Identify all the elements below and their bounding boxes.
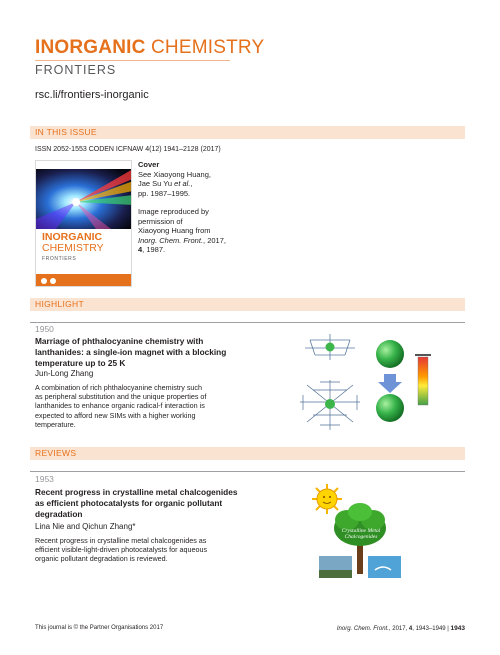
review-authors: Lina Nie and Qichun Zhang* [35,522,136,531]
section-highlight [30,298,465,311]
footer-citation: Inorg. Chem. Front., 2017, 4, 1943–1949 | 1943 [336,625,465,632]
sun-icon [312,484,342,514]
section-divider [30,322,465,323]
cover-title-line1: INORGANIC [42,231,103,243]
cover-logo-icon [41,278,47,284]
journal-masthead [35,38,264,58]
journal-title-rest: CHEMISTRY [145,37,265,58]
review-title[interactable]: Recent progress in crystalline metal chalcogenides as efficient photocatalysts for organic pollutant degradation [35,487,238,519]
cover-thumbnail[interactable] [35,160,132,287]
highlight-graphical-abstract [295,330,465,445]
journal-url[interactable]: rsc.li/frontiers-inorganic [35,89,149,101]
cover-credit: 4, 1987. [138,245,166,254]
cover-logo-icon [50,278,56,284]
journal-title-bold: INORGANIC [35,37,146,58]
cover-caption [138,160,243,255]
footer-page-number: 1943 [450,625,465,632]
cover-artwork [36,169,132,229]
section-label: IN THIS ISSUE [35,127,97,137]
review-abstract: Recent progress in crystalline metal chalcogenides as efficient visible-light-driven photocatalysts for aqueous organic pollutant degradation is reviewed. [35,536,208,564]
issn-line: ISSN 2052-1553 CODEN ICFNAW 4(12) 1941–2128 (2017) [35,146,221,153]
journal-title-rule [35,60,230,61]
cover-line: pp. 1987–1995. [138,188,191,198]
cover-credit: Image reproduced by [138,207,209,216]
section-reviews [30,447,465,460]
cover-heading: Cover [138,160,160,169]
cover-credit: permission of [138,216,183,226]
highlight-page-number[interactable]: 1950 [35,324,54,334]
cover-credit: Xiaoyong Huang from [138,226,211,235]
cover-line: Jae Su Yu et al., [138,179,193,188]
highlight-title[interactable]: Marriage of phthalocyanine chemistry with lanthanides: a single-ion magnet with a blocking temperature up to 25 K [35,336,227,368]
cover-line: See Xiaoyong Huang, [138,169,211,179]
figure-label: Crystalline Metal Chalcogenides [341,528,381,540]
review-graphical-abstract [305,484,415,584]
journal-title [35,38,264,58]
highlight-authors: Jun-Long Zhang [35,369,94,378]
journal-subtitle: FRONTIERS [35,63,117,77]
sphere-bottom-icon [376,394,404,422]
cover-subtitle: FRONTIERS [42,256,77,262]
arrow-down-icon [378,374,402,393]
section-divider [30,471,465,472]
highlight-abstract: A combination of rich phthalocyanine chemistry such as peripheral substitution and the unique properties of lanthanides to enhance organic radical-f interaction is expected to afford new SIMs with a higher working temperature. [35,383,207,429]
review-page-number[interactable]: 1953 [35,474,54,484]
sphere-top-icon [376,340,404,368]
footer-copyright: This journal is © the Partner Organisations 2017 [35,625,164,631]
energy-scale-icon [418,357,428,405]
section-label: REVIEWS [35,448,77,458]
section-in-this-issue [30,126,465,139]
section-label: HIGHLIGHT [35,299,84,309]
cover-title-line2: CHEMISTRY [42,242,104,254]
cover-credit: Inorg. Chem. Front., 2017, [138,235,226,245]
